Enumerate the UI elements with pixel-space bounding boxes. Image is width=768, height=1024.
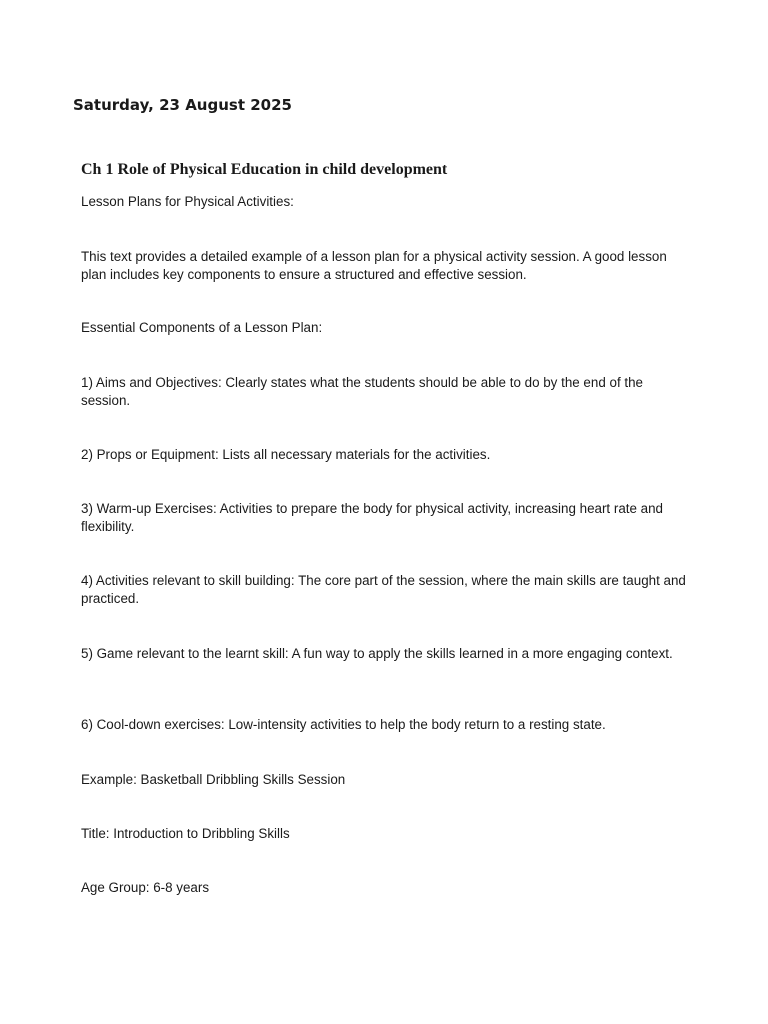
paragraph-components-title: Essential Components of a Lesson Plan: xyxy=(81,320,323,335)
paragraph-props: 2) Props or Equipment: Lists all necessary materials for the activities. xyxy=(81,447,491,462)
note-date: Saturday, 23 August 2025 xyxy=(73,96,292,114)
paragraph-intro: This text provides a detailed example of a lesson plan for a physical activity session. A good lesson plan includes key components to ensure a structured and effective session. xyxy=(81,249,667,282)
paragraph-title: Title: Introduction to Dribbling Skills xyxy=(81,826,290,841)
paragraph-cool-down: 6) Cool-down exercises: Low-intensity activities to help the body return to a resting state. xyxy=(81,717,606,732)
paragraph-game: 5) Game relevant to the learnt skill: A fun way to apply the skills learned in a more engaging context. xyxy=(81,646,673,661)
chapter-heading: Ch 1 Role of Physical Education in child development xyxy=(81,161,448,178)
paragraph-age-group: Age Group: 6-8 years xyxy=(81,880,210,895)
paragraph-lesson-plans-title: Lesson Plans for Physical Activities: xyxy=(81,194,294,209)
paragraph-skill-building: 4) Activities relevant to skill building: The core part of the session, where the main skills are taught and practiced. xyxy=(81,573,686,606)
paragraph-example: Example: Basketball Dribbling Skills Session xyxy=(81,772,346,787)
paragraph-warm-up: 3) Warm-up Exercises: Activities to prepare the body for physical activity, increasing heart rate and flexibility. xyxy=(81,501,664,534)
paragraph-aims: 1) Aims and Objectives: Clearly states what the students should be able to do by the end of the session. xyxy=(81,375,643,408)
